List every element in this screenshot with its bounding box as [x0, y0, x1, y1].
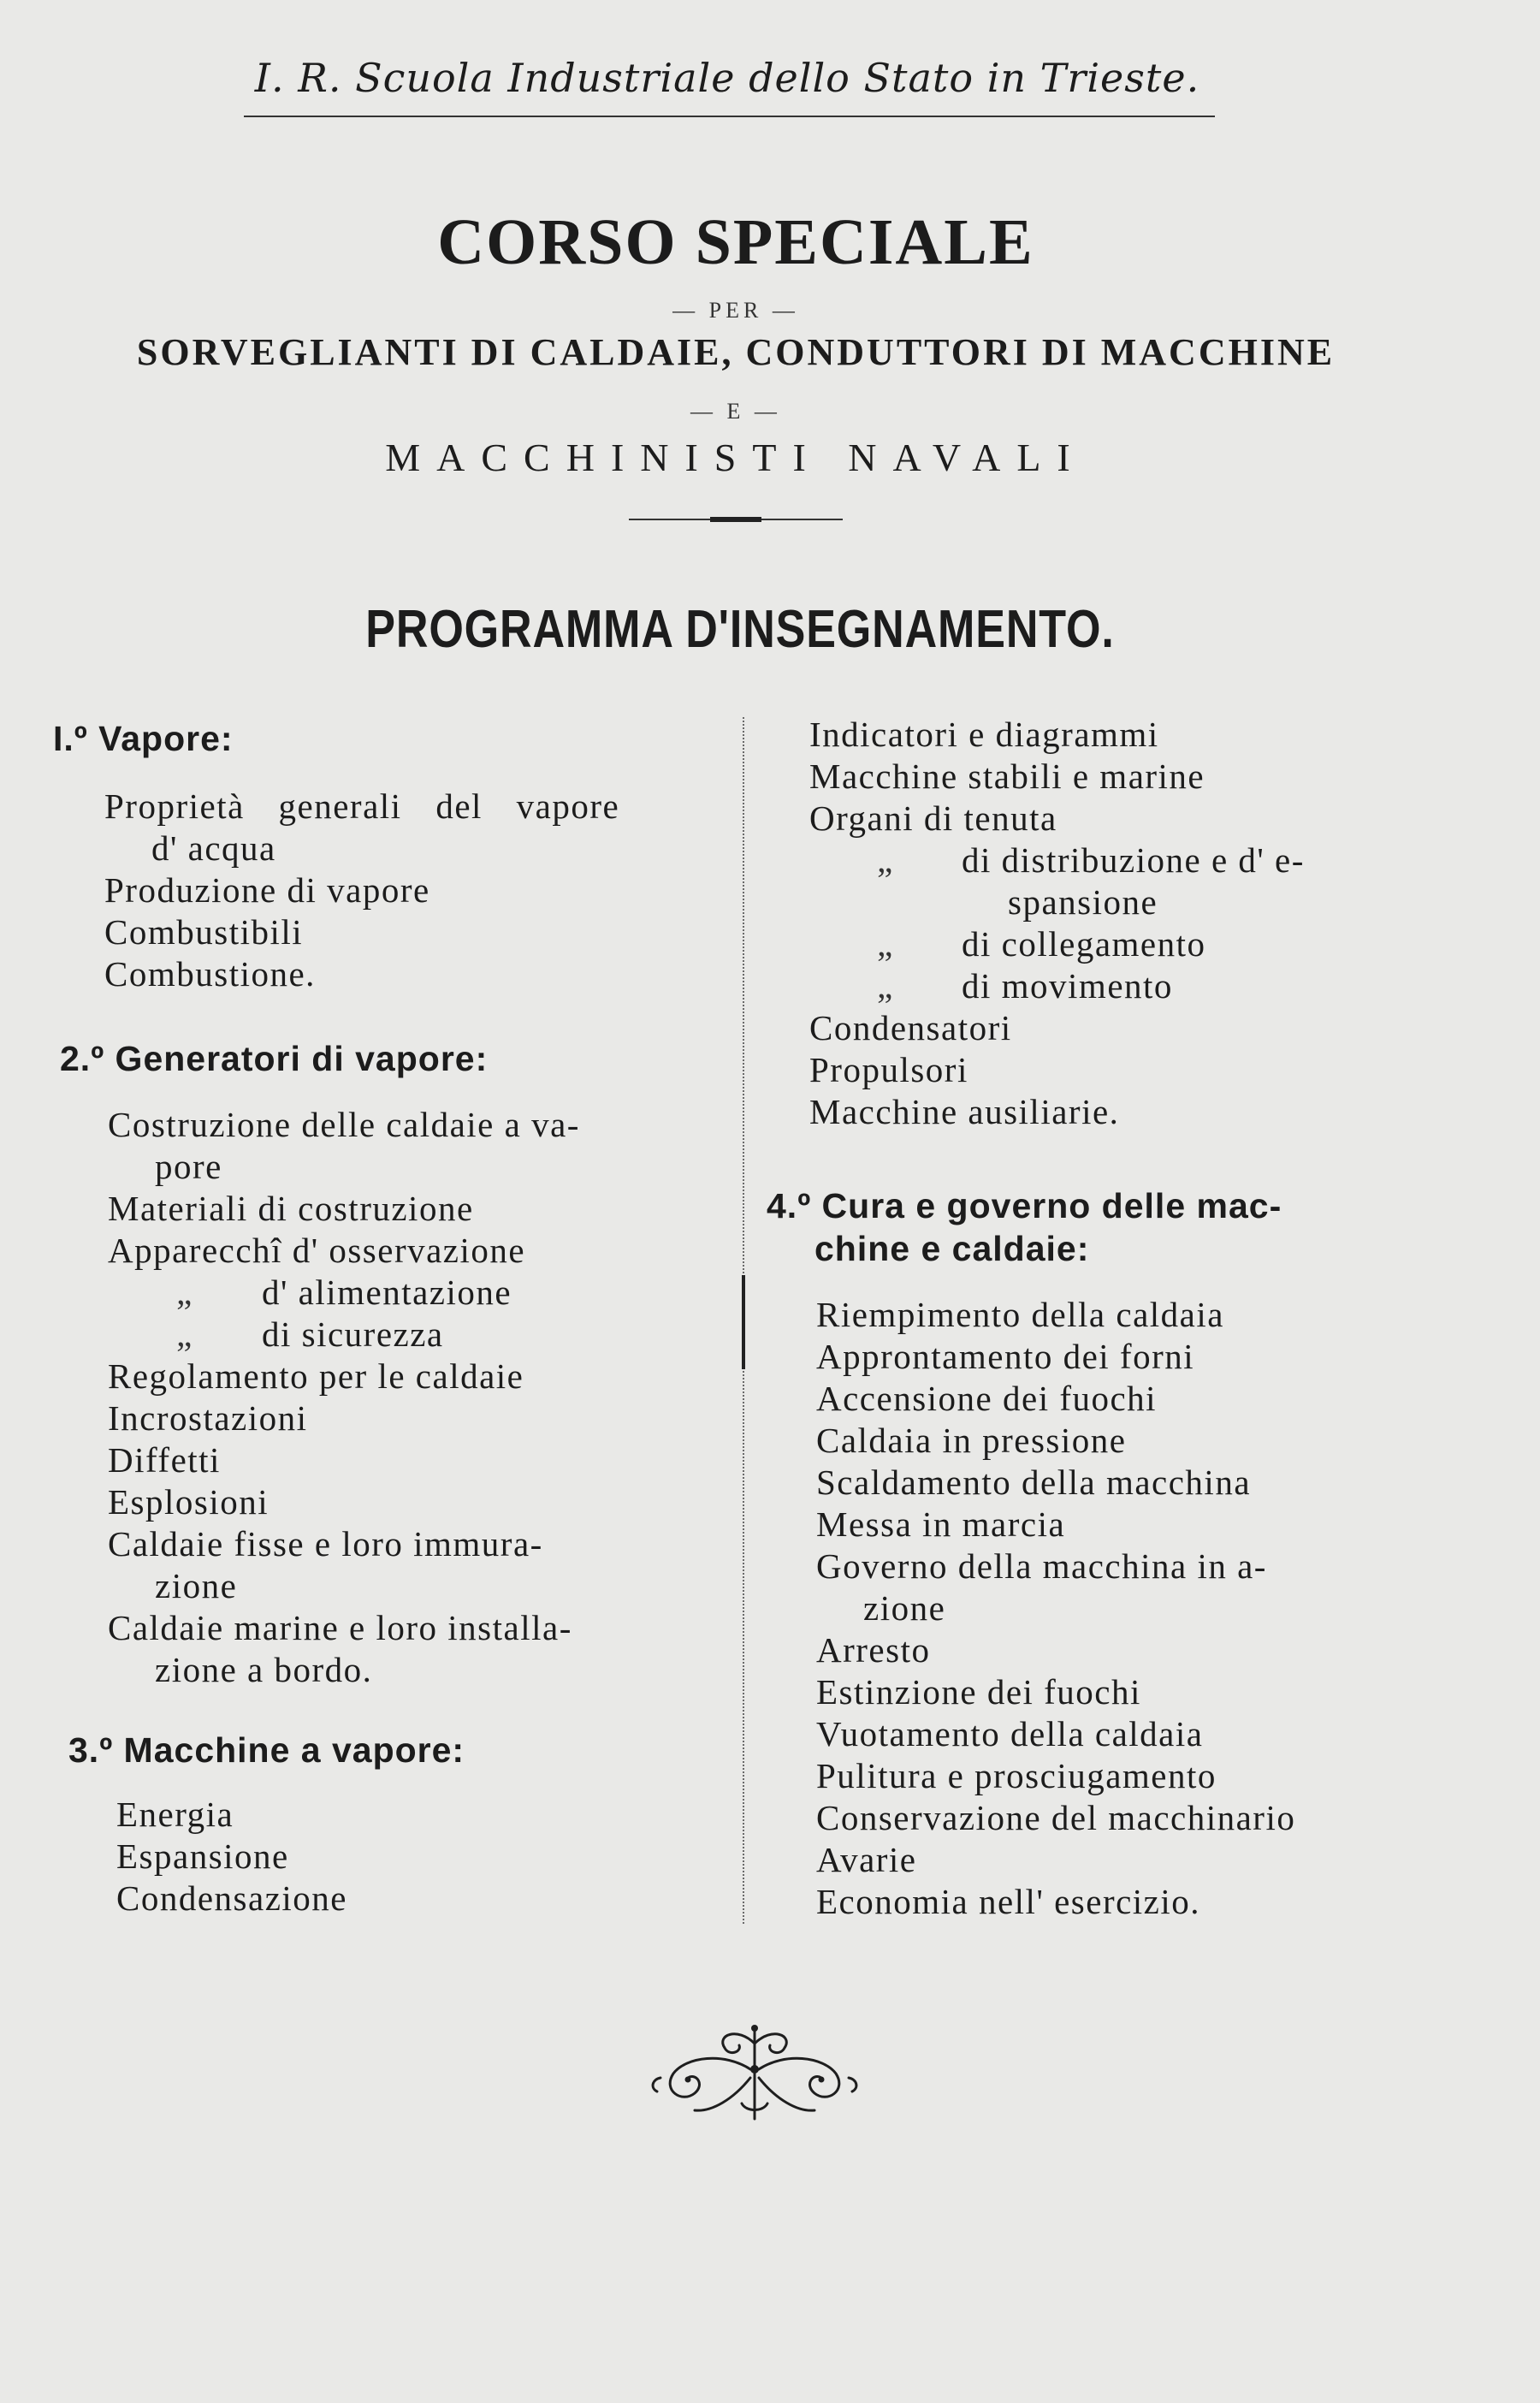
section-2-heading: 2.º Generatori di vapore:	[60, 1039, 489, 1078]
decorative-rule-center	[710, 517, 761, 522]
list-item-text: di distribuzione e d' e-	[962, 840, 1305, 880]
list-item: Governo della macchina in a-	[816, 1546, 1267, 1586]
list-item-text: di collegamento	[962, 924, 1206, 964]
list-item: Avarie	[816, 1840, 917, 1879]
section-2-list	[108, 1104, 580, 1691]
list-item	[108, 1314, 580, 1356]
list-item: Indicatori e diagrammi	[809, 715, 1159, 754]
list-item: Conservazione del macchinario	[816, 1798, 1296, 1837]
list-item: Caldaia in pressione	[816, 1421, 1127, 1460]
section-4-heading-line-1: 4.º Cura e governo delle mac-	[767, 1186, 1282, 1225]
ditto-mark: „	[877, 966, 894, 1006]
list-item: Economia nell' esercizio.	[816, 1882, 1201, 1921]
list-item: Incrostazioni	[108, 1398, 308, 1438]
list-item	[809, 840, 1305, 881]
list-item	[809, 965, 1305, 1007]
section-1-heading: I.º Vapore:	[53, 719, 234, 758]
list-item: Scaldamento della macchina	[816, 1463, 1252, 1502]
flourish-ornament-icon	[643, 2018, 866, 2129]
list-item: Caldaie marine e loro installa-	[108, 1608, 572, 1647]
list-item: zione	[155, 1566, 238, 1605]
list-item-text: di sicurezza	[262, 1314, 444, 1354]
list-item: Costruzione delle caldaie a va-	[108, 1105, 580, 1144]
list-item: Regolamento per le caldaie	[108, 1356, 524, 1396]
list-item: pore	[155, 1147, 222, 1186]
list-item: Accensione dei fuochi	[816, 1379, 1158, 1418]
list-item: Materiali di costruzione	[108, 1189, 474, 1228]
list-item: spansione	[1008, 882, 1158, 922]
program-title: PROGRAMMA D'INSEGNAMENTO.	[365, 600, 1115, 659]
list-item: Produzione di vapore	[104, 870, 430, 910]
main-title: CORSO SPECIALE	[437, 206, 1034, 278]
list-item: d' acqua	[151, 828, 276, 868]
list-item	[108, 1272, 580, 1314]
list-item-text: di movimento	[962, 966, 1173, 1006]
section-3-heading: 3.º Macchine a vapore:	[68, 1730, 465, 1770]
list-item-text: d' alimentazione	[262, 1273, 512, 1312]
list-item: Riempimento della caldaia	[816, 1295, 1224, 1334]
list-item: Pulitura e prosciugamento	[816, 1756, 1217, 1795]
list-item: Messa in marcia	[816, 1504, 1066, 1544]
ditto-mark: „	[176, 1273, 193, 1312]
subtitle-line-1: SORVEGLIANTI DI CALDAIE, CONDUTTORI DI MACCHINE	[136, 331, 1336, 373]
section-3-list-right	[809, 714, 1305, 1133]
list-item: Condensazione	[116, 1878, 347, 1918]
list-item: Energia	[116, 1795, 234, 1834]
list-item: Propulsori	[809, 1050, 968, 1089]
list-item: Condensatori	[809, 1008, 1012, 1047]
list-item: Arresto	[816, 1630, 931, 1670]
list-item	[809, 923, 1305, 965]
connector-e: — E —	[690, 399, 781, 424]
list-item: Organi di tenuta	[809, 798, 1057, 838]
list-item: Esplosioni	[108, 1482, 270, 1522]
list-item: Proprietà generali del vapore	[104, 786, 620, 826]
connector-per: — PER —	[672, 298, 799, 323]
list-item: Espansione	[116, 1836, 289, 1876]
list-item: Macchine stabili e marine	[809, 756, 1205, 796]
header-rule	[244, 116, 1215, 117]
list-item: zione a bordo.	[155, 1650, 373, 1689]
list-item: Estinzione dei fuochi	[816, 1672, 1141, 1712]
list-item: zione	[863, 1588, 946, 1628]
list-item: Caldaie fisse e loro immura-	[108, 1524, 543, 1563]
list-item: Macchine ausiliarie.	[809, 1092, 1120, 1131]
ditto-mark: „	[877, 924, 894, 964]
institution-header: I. R. Scuola Industriale dello Stato in Trieste.	[254, 55, 1200, 101]
section-4-heading-line-2: chine e caldaie:	[814, 1229, 1090, 1268]
section-4-list	[816, 1294, 1295, 1923]
ditto-mark: „	[877, 840, 894, 880]
section-3-list-left	[116, 1794, 347, 1919]
list-item: Apparecchî d' osservazione	[108, 1231, 526, 1270]
ditto-mark: „	[176, 1314, 193, 1354]
column-divider-mark	[742, 1275, 745, 1369]
section-1-list	[104, 786, 619, 995]
list-item: Combustione.	[104, 954, 316, 994]
list-item: Combustibili	[104, 912, 304, 952]
list-item: Vuotamento della caldaia	[816, 1714, 1204, 1753]
list-item: Approntamento dei forni	[816, 1337, 1195, 1376]
subtitle-line-2: MACCHINISTI NAVALI	[385, 436, 1087, 479]
list-item: Diffetti	[108, 1440, 221, 1480]
